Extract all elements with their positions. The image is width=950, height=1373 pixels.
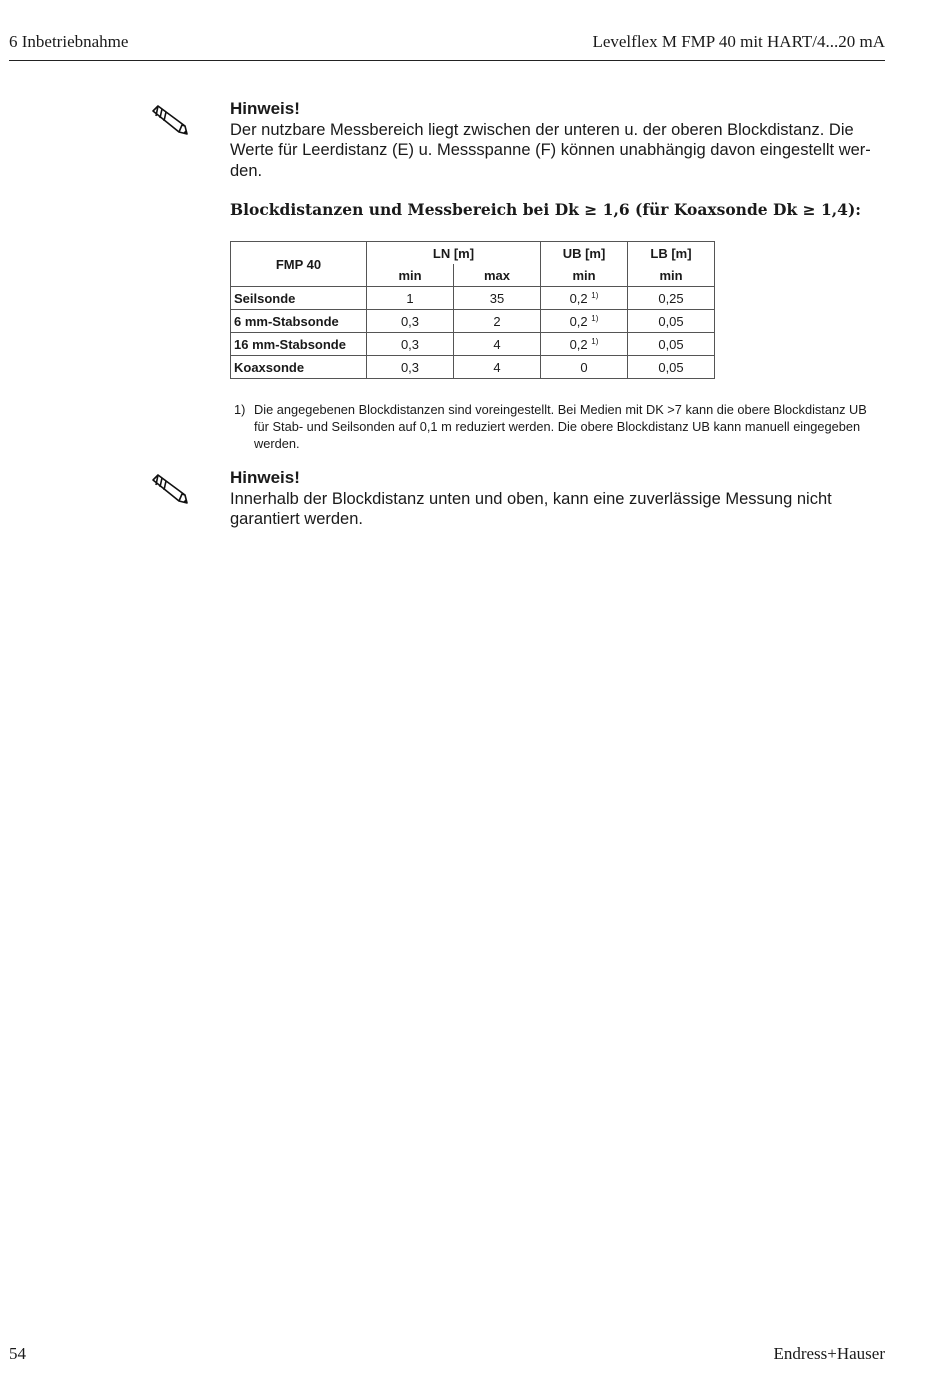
- cell-lb-min: 0,05: [628, 356, 715, 379]
- footnote-ref: 1): [591, 336, 599, 346]
- subheader-ln-max: max: [454, 264, 541, 287]
- product-title: Levelflex M FMP 40 mit HART/4...20 mA: [592, 32, 885, 51]
- header-ln: LN [m]: [367, 242, 541, 265]
- cell-ln-max: 4: [454, 356, 541, 379]
- cell-ln-min: 0,3: [367, 356, 454, 379]
- row-label: 16 mm-Stabsonde: [231, 333, 367, 356]
- footnote-ref: 1): [591, 313, 599, 323]
- table-row: [231, 310, 715, 333]
- table-row: [231, 356, 715, 379]
- cell-ub-min: [541, 356, 628, 379]
- page-number: 54: [9, 1344, 26, 1363]
- cell-ln-min: 0,3: [367, 333, 454, 356]
- note-text: Der nutzbare Messbereich liegt zwischen der unteren u. der oberen Blockdistanz. Die Werte für Leerdistanz (E) u. Messspanne (F) können unabhängig davon eingestellt wer-den.: [230, 120, 871, 180]
- header-ub: UB [m]: [541, 242, 628, 265]
- ub-value: 0,2: [569, 313, 588, 329]
- note-text: Innerhalb der Blockdistanz unten und oben, kann eine zuverlässige Messung nicht garantiert werden.: [230, 489, 832, 528]
- cell-lb-min: 0,25: [628, 287, 715, 310]
- footnote-number: 1): [234, 402, 246, 417]
- ub-value: 0,2: [569, 336, 588, 352]
- note-block-2: [230, 468, 890, 530]
- footnote-ref: 1): [591, 290, 599, 300]
- header-lb: LB [m]: [628, 242, 715, 265]
- note-title: Hinweis!: [230, 468, 300, 487]
- cell-ub-min: [541, 333, 628, 356]
- cell-ub-min: [541, 310, 628, 333]
- cell-ln-min: 0,3: [367, 310, 454, 333]
- row-label: 6 mm-Stabsonde: [231, 310, 367, 333]
- chapter-title: 6 Inbetriebnahme: [9, 32, 129, 51]
- ub-value: 0: [580, 359, 588, 375]
- table-row: [231, 287, 715, 310]
- pencil-icon: [150, 473, 192, 507]
- table-row: [231, 333, 715, 356]
- pencil-icon: [150, 104, 192, 138]
- ub-value: 0,2: [569, 290, 588, 306]
- table-corner: FMP 40: [231, 242, 367, 287]
- subheader-ub-min: min: [541, 264, 628, 287]
- page-header: [9, 32, 885, 61]
- row-label: Seilsonde: [231, 287, 367, 310]
- cell-lb-min: 0,05: [628, 333, 715, 356]
- note-title: Hinweis!: [230, 99, 300, 118]
- cell-ln-max: 4: [454, 333, 541, 356]
- subheader-lb-min: min: [628, 264, 715, 287]
- subheader-ln-min: min: [367, 264, 454, 287]
- section-heading: Blockdistanzen und Messbereich bei Dk ≥ 1,6 (für Koaxsonde Dk ≥ 1,4):: [230, 200, 862, 219]
- brand-logo: Endress+Hauser: [773, 1344, 885, 1363]
- cell-ub-min: [541, 287, 628, 310]
- row-label: Koaxsonde: [231, 356, 367, 379]
- cell-ln-max: 35: [454, 287, 541, 310]
- cell-ln-min: 1: [367, 287, 454, 310]
- footnote-text: Die angegebenen Blockdistanzen sind voreingestellt. Bei Medien mit DK >7 kann die obere Blockdistanz UB für Stab- und Seilsonden auf 0,1 m reduziert werden. Die obere Blockdistanz UB kann manuell eingegeben werden.: [254, 402, 867, 451]
- block-distance-table: [230, 241, 715, 379]
- cell-ln-max: 2: [454, 310, 541, 333]
- cell-lb-min: 0,05: [628, 310, 715, 333]
- note-block-1: [230, 99, 890, 181]
